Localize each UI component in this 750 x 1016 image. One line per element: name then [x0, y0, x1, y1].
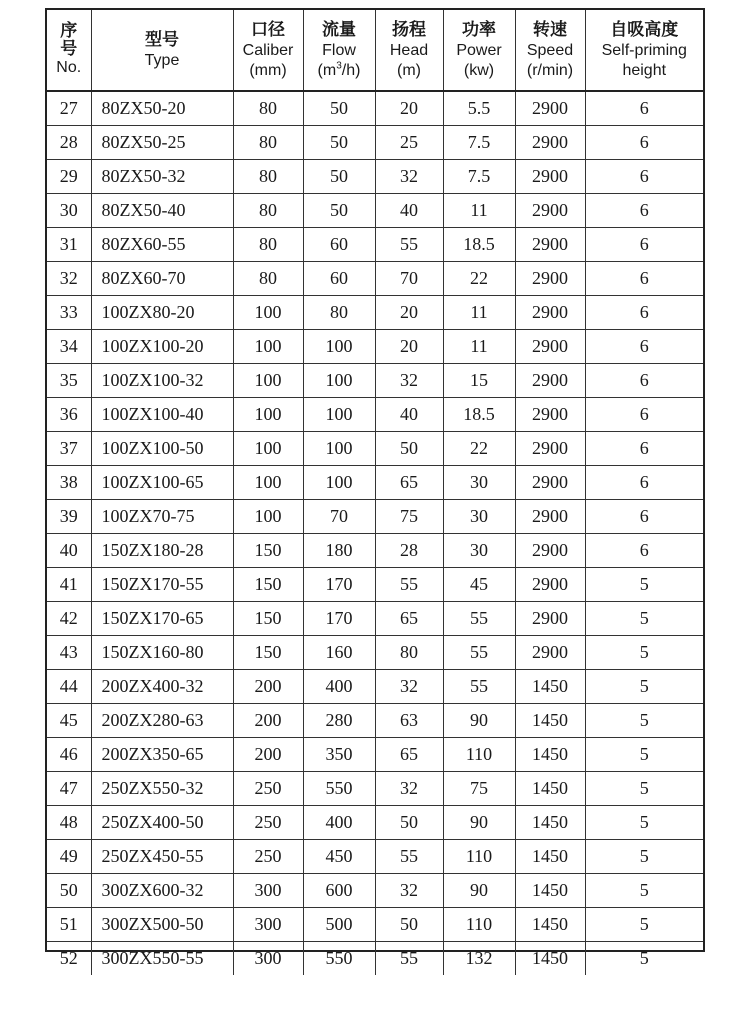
- cell-power: 11: [443, 296, 515, 330]
- cell-speed: 2900: [515, 602, 585, 636]
- cell-flow: 450: [303, 840, 375, 874]
- cell-self-priming: 6: [585, 364, 703, 398]
- cell-power: 90: [443, 874, 515, 908]
- cell-speed: 1450: [515, 806, 585, 840]
- cell-speed: 2900: [515, 636, 585, 670]
- table-row: [47, 398, 703, 432]
- cell-flow: 500: [303, 908, 375, 942]
- table-body: [47, 91, 703, 975]
- cell-self-priming: 5: [585, 772, 703, 806]
- cell-caliber: 80: [233, 262, 303, 296]
- cell-type: 150ZX170-65: [91, 602, 233, 636]
- header-head-unit: (m): [397, 61, 421, 79]
- table-row: [47, 364, 703, 398]
- cell-flow: 280: [303, 704, 375, 738]
- cell-flow: 100: [303, 398, 375, 432]
- cell-self-priming: 5: [585, 670, 703, 704]
- header-caliber-en: Caliber: [242, 41, 294, 59]
- cell-no: 41: [47, 568, 91, 602]
- cell-speed: 2900: [515, 296, 585, 330]
- cell-power: 75: [443, 772, 515, 806]
- cell-self-priming: 6: [585, 228, 703, 262]
- cell-type: 300ZX500-50: [91, 908, 233, 942]
- header-head: [375, 10, 443, 91]
- cell-caliber: 100: [233, 398, 303, 432]
- cell-power: 18.5: [443, 398, 515, 432]
- cell-self-priming: 5: [585, 908, 703, 942]
- cell-speed: 2900: [515, 534, 585, 568]
- cell-caliber: 100: [233, 500, 303, 534]
- header-type-en: Type: [144, 51, 180, 69]
- cell-no: 42: [47, 602, 91, 636]
- cell-head: 32: [375, 772, 443, 806]
- table-row: [47, 806, 703, 840]
- cell-speed: 2900: [515, 160, 585, 194]
- cell-no: 34: [47, 330, 91, 364]
- header-flow-en: Flow: [322, 41, 356, 59]
- cell-head: 50: [375, 432, 443, 466]
- cell-self-priming: 5: [585, 806, 703, 840]
- cell-type: 200ZX350-65: [91, 738, 233, 772]
- table-row: [47, 568, 703, 602]
- cell-head: 70: [375, 262, 443, 296]
- cell-self-priming: 6: [585, 296, 703, 330]
- cell-no: 28: [47, 126, 91, 160]
- header-flow-zh: 流量: [322, 19, 356, 40]
- cell-head: 32: [375, 670, 443, 704]
- cell-speed: 2900: [515, 262, 585, 296]
- cell-caliber: 80: [233, 126, 303, 160]
- table-row: [47, 670, 703, 704]
- cell-head: 65: [375, 466, 443, 500]
- cell-power: 110: [443, 840, 515, 874]
- cell-no: 32: [47, 262, 91, 296]
- cell-power: 7.5: [443, 160, 515, 194]
- cell-type: 150ZX170-55: [91, 568, 233, 602]
- cell-speed: 2900: [515, 194, 585, 228]
- cell-flow: 160: [303, 636, 375, 670]
- cell-caliber: 100: [233, 432, 303, 466]
- header-self-priming-en-2: height: [622, 61, 667, 79]
- cell-caliber: 80: [233, 91, 303, 126]
- cell-power: 11: [443, 194, 515, 228]
- cell-self-priming: 5: [585, 568, 703, 602]
- cell-speed: 2900: [515, 364, 585, 398]
- header-caliber-zh: 口径: [251, 19, 285, 40]
- cell-caliber: 80: [233, 194, 303, 228]
- cell-no: 48: [47, 806, 91, 840]
- cell-self-priming: 6: [585, 262, 703, 296]
- cell-head: 20: [375, 91, 443, 126]
- header-caliber-unit: (mm): [249, 61, 287, 79]
- cell-power: 22: [443, 262, 515, 296]
- cell-no: 40: [47, 534, 91, 568]
- cell-power: 45: [443, 568, 515, 602]
- cell-type: 150ZX160-80: [91, 636, 233, 670]
- cell-speed: 1450: [515, 704, 585, 738]
- cell-caliber: 250: [233, 772, 303, 806]
- cell-self-priming: 5: [585, 704, 703, 738]
- header-speed-en: Speed: [526, 41, 574, 59]
- cell-speed: 2900: [515, 330, 585, 364]
- pump-spec-table: [47, 10, 703, 975]
- cell-type: 250ZX400-50: [91, 806, 233, 840]
- cell-caliber: 300: [233, 942, 303, 976]
- cell-flow: 60: [303, 228, 375, 262]
- cell-flow: 100: [303, 466, 375, 500]
- cell-no: 38: [47, 466, 91, 500]
- cell-self-priming: 5: [585, 874, 703, 908]
- header-head-en: Head: [389, 41, 429, 59]
- cell-caliber: 250: [233, 840, 303, 874]
- cell-type: 300ZX550-55: [91, 942, 233, 976]
- cell-self-priming: 6: [585, 398, 703, 432]
- cell-no: 49: [47, 840, 91, 874]
- header-power: [443, 10, 515, 91]
- table-row: [47, 160, 703, 194]
- table-row: [47, 704, 703, 738]
- cell-flow: 170: [303, 568, 375, 602]
- cell-power: 110: [443, 908, 515, 942]
- header-flow-unit-post: /h): [341, 61, 361, 79]
- cell-speed: 1450: [515, 738, 585, 772]
- cell-power: 5.5: [443, 91, 515, 126]
- cell-type: 80ZX60-55: [91, 228, 233, 262]
- cell-flow: 550: [303, 942, 375, 976]
- cell-head: 65: [375, 738, 443, 772]
- cell-head: 40: [375, 398, 443, 432]
- cell-self-priming: 5: [585, 738, 703, 772]
- table-row: [47, 194, 703, 228]
- cell-head: 32: [375, 874, 443, 908]
- cell-type: 80ZX60-70: [91, 262, 233, 296]
- cell-type: 80ZX50-32: [91, 160, 233, 194]
- cell-no: 27: [47, 91, 91, 126]
- header-no: [47, 10, 91, 91]
- table-row: [47, 466, 703, 500]
- cell-flow: 70: [303, 500, 375, 534]
- cell-no: 36: [47, 398, 91, 432]
- cell-flow: 100: [303, 330, 375, 364]
- table-row: [47, 262, 703, 296]
- header-power-zh: 功率: [462, 19, 496, 40]
- cell-self-priming: 6: [585, 432, 703, 466]
- cell-flow: 50: [303, 91, 375, 126]
- cell-speed: 1450: [515, 772, 585, 806]
- cell-no: 46: [47, 738, 91, 772]
- cell-self-priming: 5: [585, 636, 703, 670]
- cell-head: 25: [375, 126, 443, 160]
- header-self-priming-zh: 自吸高度: [610, 19, 679, 40]
- cell-power: 90: [443, 704, 515, 738]
- cell-head: 32: [375, 364, 443, 398]
- header-speed-zh: 转速: [533, 19, 567, 40]
- cell-no: 50: [47, 874, 91, 908]
- cell-power: 132: [443, 942, 515, 976]
- header-no-zh-2: 号: [60, 39, 78, 59]
- cell-caliber: 300: [233, 874, 303, 908]
- cell-no: 29: [47, 160, 91, 194]
- cell-type: 100ZX100-65: [91, 466, 233, 500]
- cell-head: 32: [375, 160, 443, 194]
- cell-type: 80ZX50-25: [91, 126, 233, 160]
- cell-speed: 1450: [515, 908, 585, 942]
- cell-flow: 180: [303, 534, 375, 568]
- cell-caliber: 250: [233, 806, 303, 840]
- cell-head: 20: [375, 330, 443, 364]
- cell-speed: 1450: [515, 840, 585, 874]
- table-row: [47, 296, 703, 330]
- table-row: [47, 840, 703, 874]
- cell-no: 45: [47, 704, 91, 738]
- cell-speed: 1450: [515, 874, 585, 908]
- header-no-zh-1: 序: [60, 21, 78, 41]
- cell-caliber: 80: [233, 228, 303, 262]
- table-row: [47, 534, 703, 568]
- cell-power: 30: [443, 466, 515, 500]
- header-speed: [515, 10, 585, 91]
- header-no-en: No.: [56, 59, 82, 76]
- cell-head: 65: [375, 602, 443, 636]
- cell-no: 33: [47, 296, 91, 330]
- cell-self-priming: 6: [585, 160, 703, 194]
- cell-flow: 100: [303, 432, 375, 466]
- cell-no: 30: [47, 194, 91, 228]
- cell-power: 18.5: [443, 228, 515, 262]
- cell-power: 110: [443, 738, 515, 772]
- cell-no: 51: [47, 908, 91, 942]
- cell-speed: 2900: [515, 432, 585, 466]
- header-flow: [303, 10, 375, 91]
- cell-type: 100ZX100-20: [91, 330, 233, 364]
- cell-no: 37: [47, 432, 91, 466]
- cell-speed: 1450: [515, 942, 585, 976]
- cell-self-priming: 6: [585, 500, 703, 534]
- cell-no: 31: [47, 228, 91, 262]
- cell-speed: 2900: [515, 466, 585, 500]
- cell-type: 250ZX550-32: [91, 772, 233, 806]
- header-flow-unit: [304, 61, 375, 81]
- cell-head: 55: [375, 568, 443, 602]
- cell-type: 200ZX280-63: [91, 704, 233, 738]
- table-row: [47, 874, 703, 908]
- cell-type: 80ZX50-40: [91, 194, 233, 228]
- cell-head: 75: [375, 500, 443, 534]
- cell-self-priming: 6: [585, 91, 703, 126]
- table-row: [47, 228, 703, 262]
- header-flow-unit-sup: 3: [336, 60, 342, 72]
- cell-head: 50: [375, 806, 443, 840]
- cell-head: 28: [375, 534, 443, 568]
- cell-type: 150ZX180-28: [91, 534, 233, 568]
- cell-power: 55: [443, 636, 515, 670]
- header-type-zh: 型号: [145, 29, 179, 50]
- cell-no: 43: [47, 636, 91, 670]
- cell-self-priming: 5: [585, 602, 703, 636]
- cell-type: 250ZX450-55: [91, 840, 233, 874]
- cell-caliber: 80: [233, 160, 303, 194]
- cell-power: 55: [443, 670, 515, 704]
- cell-power: 30: [443, 534, 515, 568]
- pump-spec-sheet: [45, 8, 705, 968]
- cell-caliber: 150: [233, 568, 303, 602]
- table-row: [47, 908, 703, 942]
- cell-caliber: 300: [233, 908, 303, 942]
- cell-power: 90: [443, 806, 515, 840]
- cell-caliber: 200: [233, 670, 303, 704]
- cell-speed: 2900: [515, 91, 585, 126]
- cell-power: 15: [443, 364, 515, 398]
- cell-caliber: 100: [233, 296, 303, 330]
- cell-flow: 550: [303, 772, 375, 806]
- cell-flow: 170: [303, 602, 375, 636]
- cell-power: 22: [443, 432, 515, 466]
- cell-self-priming: 6: [585, 330, 703, 364]
- cell-head: 55: [375, 942, 443, 976]
- cell-flow: 100: [303, 364, 375, 398]
- cell-type: 200ZX400-32: [91, 670, 233, 704]
- cell-no: 39: [47, 500, 91, 534]
- cell-self-priming: 5: [585, 840, 703, 874]
- cell-head: 50: [375, 908, 443, 942]
- table-row: [47, 126, 703, 160]
- table-row: [47, 91, 703, 126]
- cell-type: 100ZX70-75: [91, 500, 233, 534]
- cell-self-priming: 6: [585, 194, 703, 228]
- cell-flow: 50: [303, 160, 375, 194]
- table-row: [47, 636, 703, 670]
- cell-flow: 600: [303, 874, 375, 908]
- cell-caliber: 100: [233, 466, 303, 500]
- cell-speed: 1450: [515, 670, 585, 704]
- cell-speed: 2900: [515, 228, 585, 262]
- table-header-row: [47, 10, 703, 91]
- cell-flow: 80: [303, 296, 375, 330]
- table-row: [47, 500, 703, 534]
- cell-no: 35: [47, 364, 91, 398]
- header-self-priming-en-1: Self-priming: [601, 41, 687, 59]
- cell-self-priming: 5: [585, 942, 703, 976]
- table-row: [47, 432, 703, 466]
- cell-type: 100ZX100-32: [91, 364, 233, 398]
- cell-head: 20: [375, 296, 443, 330]
- cell-no: 47: [47, 772, 91, 806]
- header-type: [91, 10, 233, 91]
- cell-caliber: 100: [233, 330, 303, 364]
- header-head-zh: 扬程: [392, 19, 426, 40]
- cell-type: 80ZX50-20: [91, 91, 233, 126]
- table-row: [47, 738, 703, 772]
- cell-caliber: 150: [233, 636, 303, 670]
- cell-speed: 2900: [515, 500, 585, 534]
- header-flow-unit-pre: (m: [317, 61, 337, 79]
- cell-caliber: 100: [233, 364, 303, 398]
- cell-flow: 400: [303, 806, 375, 840]
- cell-type: 100ZX100-40: [91, 398, 233, 432]
- cell-caliber: 200: [233, 738, 303, 772]
- cell-flow: 50: [303, 194, 375, 228]
- cell-no: 44: [47, 670, 91, 704]
- cell-no: 52: [47, 942, 91, 976]
- cell-self-priming: 6: [585, 126, 703, 160]
- cell-head: 40: [375, 194, 443, 228]
- cell-type: 100ZX100-50: [91, 432, 233, 466]
- cell-caliber: 200: [233, 704, 303, 738]
- cell-type: 300ZX600-32: [91, 874, 233, 908]
- cell-power: 7.5: [443, 126, 515, 160]
- table-row: [47, 602, 703, 636]
- cell-self-priming: 6: [585, 534, 703, 568]
- cell-speed: 2900: [515, 126, 585, 160]
- cell-flow: 60: [303, 262, 375, 296]
- cell-flow: 50: [303, 126, 375, 160]
- table-row: [47, 330, 703, 364]
- header-caliber: [233, 10, 303, 91]
- cell-speed: 2900: [515, 568, 585, 602]
- cell-head: 63: [375, 704, 443, 738]
- cell-type: 100ZX80-20: [91, 296, 233, 330]
- cell-power: 55: [443, 602, 515, 636]
- cell-power: 11: [443, 330, 515, 364]
- table-row: [47, 772, 703, 806]
- header-speed-unit: (r/min): [526, 61, 574, 79]
- cell-flow: 400: [303, 670, 375, 704]
- table-row: [47, 942, 703, 976]
- header-power-unit: (kw): [463, 61, 495, 79]
- cell-head: 55: [375, 840, 443, 874]
- cell-caliber: 150: [233, 602, 303, 636]
- header-self-priming: [585, 10, 703, 91]
- cell-power: 30: [443, 500, 515, 534]
- cell-speed: 2900: [515, 398, 585, 432]
- cell-flow: 350: [303, 738, 375, 772]
- cell-caliber: 150: [233, 534, 303, 568]
- cell-self-priming: 6: [585, 466, 703, 500]
- cell-head: 80: [375, 636, 443, 670]
- cell-head: 55: [375, 228, 443, 262]
- header-power-en: Power: [456, 41, 502, 59]
